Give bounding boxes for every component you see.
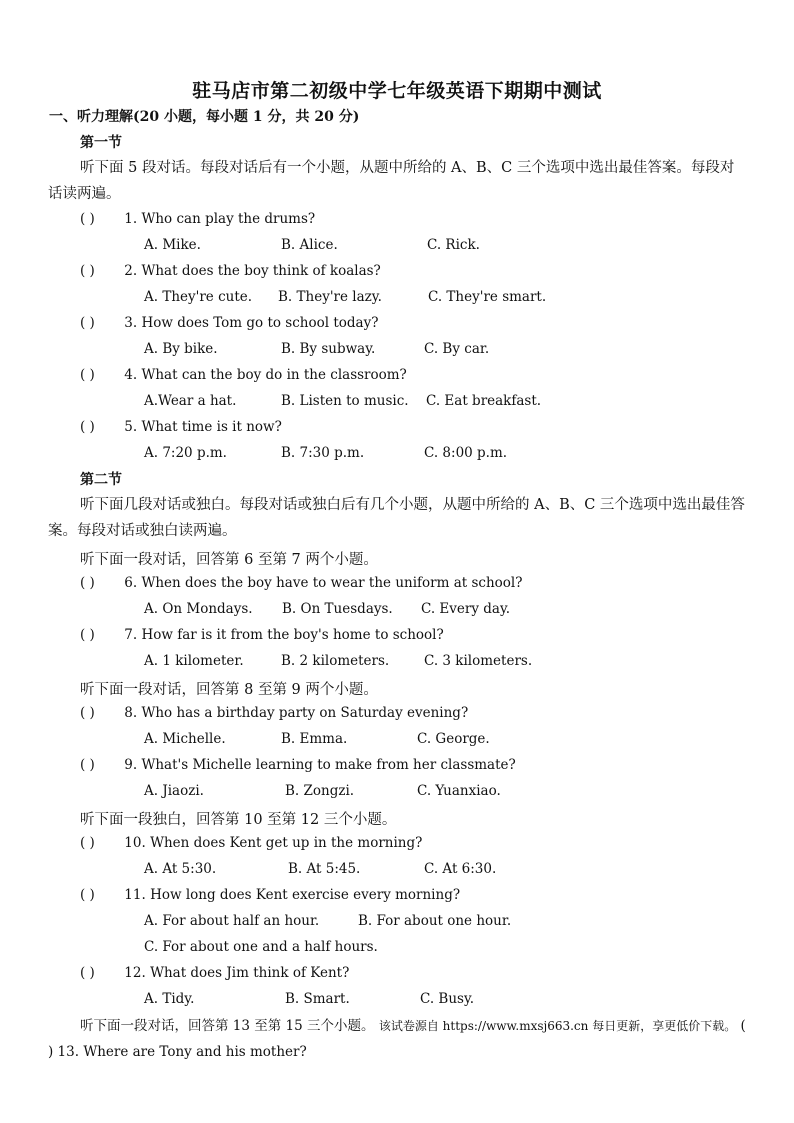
question-number: 9. <box>124 757 138 773</box>
option-b: B. Alice. <box>281 237 338 253</box>
section-1-instruction: 听下面 5 段对话。每段对话后有一个小题，从题中所给的 A、B、C 三个选项中选出最佳答案。每段对话读两遍。 <box>48 160 735 202</box>
option-b: B. On Tuesdays. <box>282 601 393 617</box>
listening-note: 听下面一段对话，回答第 13 至第 15 三个小题。 <box>80 1018 375 1034</box>
option-b: B. They're lazy. <box>278 289 382 305</box>
question-text: What's Michelle learning to make from her classmate? <box>141 757 516 773</box>
option-b: B. 7:30 p.m. <box>281 445 365 461</box>
option-c: C. 3 kilometers. <box>424 653 533 669</box>
answer-blank[interactable]: ( ) <box>80 835 95 851</box>
option-c: C. Yuanxiao. <box>417 783 501 799</box>
question-10 <box>80 835 422 851</box>
option-c: C. Rick. <box>427 237 480 253</box>
question-number: 7. <box>124 627 138 643</box>
option-a: A. Tidy. <box>144 991 195 1007</box>
question-number: 11. <box>124 887 146 903</box>
question-text: What time is it now? <box>141 419 282 435</box>
question-text: What does Jim think of Kent? <box>150 965 350 981</box>
answer-blank[interactable]: ( ) <box>80 419 95 435</box>
question-4 <box>80 367 407 383</box>
option-a: A. For about half an hour. <box>144 913 320 929</box>
option-c: C. They're smart. <box>428 289 547 305</box>
option-c: C. George. <box>417 731 490 747</box>
option-b: B. Emma. <box>281 731 348 747</box>
option-a: A. Jiaozi. <box>144 783 204 799</box>
answer-blank[interactable]: ( ) <box>80 211 95 227</box>
option-b: B. By subway. <box>281 341 376 357</box>
question-text: What can the boy do in the classroom? <box>141 367 407 383</box>
question-number: 10. <box>124 835 146 851</box>
question-1 <box>80 211 315 227</box>
question-text: Who has a birthday party on Saturday evening? <box>141 705 469 721</box>
question-7 <box>80 627 444 643</box>
question-text: When does the boy have to wear the uniform at school? <box>141 575 523 591</box>
option-c: C. Busy. <box>420 991 475 1007</box>
part-heading: 一、听力理解(20 小题，每小题 1 分，共 20 分) <box>49 109 360 125</box>
answer-blank[interactable]: ( ) <box>80 627 95 643</box>
answer-blank[interactable]: ( ) <box>80 263 95 279</box>
question-number: 8. <box>124 705 138 721</box>
answer-blank[interactable]: ( ) <box>80 575 95 591</box>
section-1-heading: 第一节 <box>80 135 122 151</box>
option-c: C. By car. <box>424 341 490 357</box>
question-number: 3. <box>124 315 138 331</box>
option-a: A. 7:20 p.m. <box>144 445 227 461</box>
option-b: B. Smart. <box>285 991 350 1007</box>
question-number: 12. <box>124 965 146 981</box>
question-3 <box>80 315 378 331</box>
question-8 <box>80 705 468 721</box>
question-number: 2. <box>124 263 138 279</box>
option-b: B. 2 kilometers. <box>281 653 390 669</box>
option-a: A. By bike. <box>144 341 218 357</box>
question-number: 6. <box>124 575 138 591</box>
question-12 <box>80 965 349 981</box>
option-a: A.Wear a hat. <box>144 393 237 409</box>
answer-blank[interactable]: ( ) <box>80 887 95 903</box>
answer-blank[interactable]: ( ) <box>80 757 95 773</box>
question-text: When does Kent get up in the morning? <box>150 835 423 851</box>
question-13: ( ) 13. Where are Tony and his mother? <box>48 1018 746 1060</box>
question-2 <box>80 263 381 279</box>
option-c: C. Eat breakfast. <box>426 393 542 409</box>
option-b: B. At 5:45. <box>288 861 361 877</box>
answer-blank[interactable]: ( ) <box>80 367 95 383</box>
option-a: A. Michelle. <box>144 731 226 747</box>
listening-note: 听下面一段对话，回答第 8 至第 9 两个小题。 <box>80 682 378 698</box>
option-a: A. Mike. <box>144 237 201 253</box>
question-text: How does Tom go to school today? <box>141 315 379 331</box>
section-2-instruction: 听下面几段对话或独白。每段对话或独白后有几个小题，从题中所给的 A、B、C 三个选项中选出最佳答案。每段对话或独白读两遍。 <box>48 497 745 539</box>
footer-paragraph <box>48 1013 748 1065</box>
listening-note: 听下面一段独白，回答第 10 至第 12 三个小题。 <box>80 812 397 828</box>
question-number: 4. <box>124 367 138 383</box>
option-c: C. Every day. <box>421 601 511 617</box>
answer-blank[interactable]: ( ) <box>80 315 95 331</box>
answer-blank[interactable]: ( ) <box>80 965 95 981</box>
option-c: C. 8:00 p.m. <box>424 445 508 461</box>
question-text: Who can play the drums? <box>141 211 316 227</box>
question-11 <box>80 887 460 903</box>
question-number: 5. <box>124 419 138 435</box>
option-c: C. For about one and a half hours. <box>144 939 378 955</box>
option-b: B. Listen to music. <box>281 393 409 409</box>
source-ad: 该试卷源自 https://www.mxsj663.cn 每日更新，享更低价下载。 <box>378 1019 737 1033</box>
option-a: A. They're cute. <box>144 289 253 305</box>
question-6 <box>80 575 522 591</box>
page-title: 驻马店市第二初级中学七年级英语下期期中测试 <box>192 80 602 102</box>
question-5 <box>80 419 282 435</box>
answer-blank[interactable]: ( ) <box>80 705 95 721</box>
listening-note: 听下面一段对话，回答第 6 至第 7 两个小题。 <box>80 552 378 568</box>
question-text: How far is it from the boy's home to school? <box>141 627 444 643</box>
option-a: A. At 5:30. <box>144 861 217 877</box>
option-b: B. Zongzi. <box>285 783 355 799</box>
option-b: B. For about one hour. <box>358 913 512 929</box>
question-number: 1. <box>124 211 138 227</box>
option-a: A. On Mondays. <box>144 601 253 617</box>
section-2-heading: 第二节 <box>80 472 122 488</box>
option-c: C. At 6:30. <box>424 861 497 877</box>
question-9 <box>80 757 516 773</box>
option-a: A. 1 kilometer. <box>144 653 244 669</box>
question-text: How long does Kent exercise every morning? <box>150 887 461 903</box>
question-text: What does the boy think of koalas? <box>141 263 381 279</box>
